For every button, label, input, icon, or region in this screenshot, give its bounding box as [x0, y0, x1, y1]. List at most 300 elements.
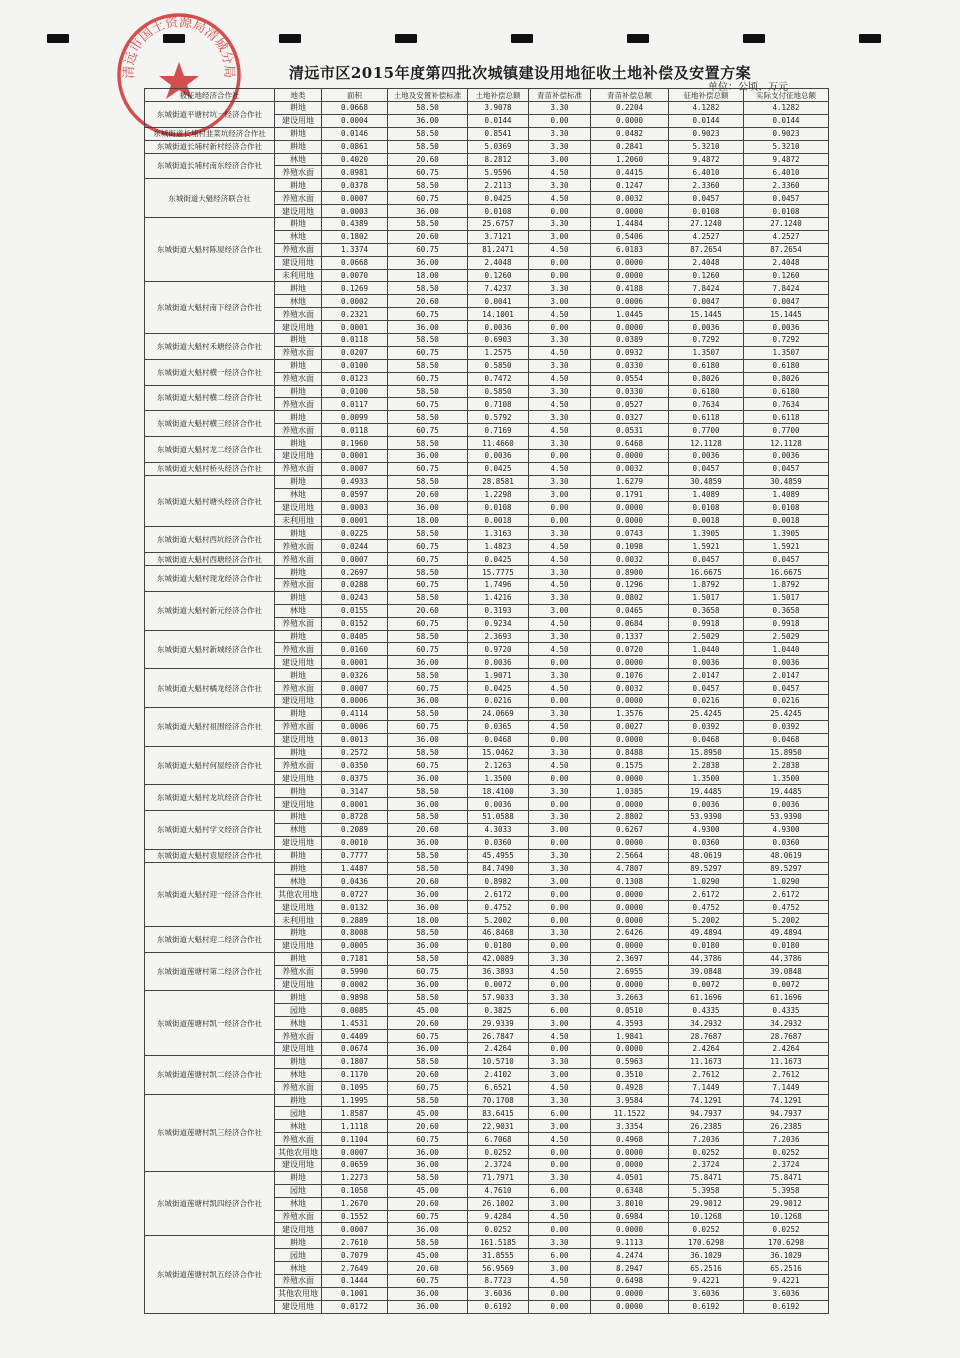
value-cell: 9.4872 — [669, 153, 744, 166]
header-cell: 青苗补偿总额 — [591, 89, 669, 102]
value-cell: 4.50 — [529, 759, 591, 772]
value-cell: 4.2527 — [669, 230, 744, 243]
value-cell: 20.60 — [388, 153, 468, 166]
value-cell: 12.1128 — [744, 437, 829, 450]
land-type-cell: 建设用地 — [275, 772, 322, 785]
value-cell: 10.1268 — [669, 1210, 744, 1223]
value-cell: 8.7723 — [468, 1275, 529, 1288]
cooperative-name-cell: 东城街道大魁村禾塘经济合作社 — [145, 334, 275, 360]
land-type-cell: 耕地 — [275, 127, 322, 140]
value-cell: 60.75 — [388, 243, 468, 256]
value-cell: 58.50 — [388, 218, 468, 231]
value-cell: 3.00 — [529, 230, 591, 243]
value-cell: 75.8471 — [744, 1171, 829, 1184]
land-type-cell: 养殖水面 — [275, 617, 322, 630]
land-type-cell: 林地 — [275, 1120, 322, 1133]
value-cell: 0.0468 — [468, 733, 529, 746]
value-cell: 0.0036 — [468, 321, 529, 334]
value-cell: 2.7612 — [669, 1068, 744, 1081]
value-cell: 1.0290 — [669, 875, 744, 888]
land-type-cell: 养殖水面 — [275, 1210, 322, 1223]
value-cell: 0.9918 — [669, 617, 744, 630]
value-cell: 3.00 — [529, 823, 591, 836]
value-cell: 0.0000 — [591, 114, 669, 127]
value-cell: 0.3825 — [468, 1004, 529, 1017]
land-type-cell: 未利用地 — [275, 914, 322, 927]
value-cell: 0.9023 — [669, 127, 744, 140]
land-type-cell: 耕地 — [275, 927, 322, 940]
cooperative-name-cell: 东城街道大魁村横二经济合作社 — [145, 385, 275, 411]
cooperative-name-cell: 东城街道大魁村迎一经济合作社 — [145, 862, 275, 926]
value-cell: 58.50 — [388, 1171, 468, 1184]
land-type-cell: 耕地 — [275, 746, 322, 759]
value-cell: 58.50 — [388, 1236, 468, 1249]
value-cell: 2.3697 — [591, 952, 669, 965]
value-cell: 60.75 — [388, 720, 468, 733]
value-cell: 0.8026 — [744, 372, 829, 385]
land-type-cell: 养殖水面 — [275, 720, 322, 733]
header-cell: 面积 — [322, 89, 388, 102]
land-type-cell: 建设用地 — [275, 256, 322, 269]
land-type-cell: 园地 — [275, 1004, 322, 1017]
value-cell: 0.0000 — [591, 205, 669, 218]
value-cell: 0.0668 — [322, 256, 388, 269]
value-cell: 5.9596 — [468, 166, 529, 179]
value-cell: 0.1552 — [322, 1210, 388, 1223]
value-cell: 7.8424 — [744, 282, 829, 295]
value-cell: 2.3724 — [744, 1159, 829, 1172]
value-cell: 36.00 — [388, 798, 468, 811]
value-cell: 27.1240 — [669, 218, 744, 231]
value-cell: 70.1708 — [468, 1094, 529, 1107]
value-cell: 1.2670 — [322, 1197, 388, 1210]
value-cell: 3.30 — [529, 591, 591, 604]
value-cell: 0.0252 — [468, 1223, 529, 1236]
value-cell: 3.30 — [529, 746, 591, 759]
value-cell: 4.50 — [529, 578, 591, 591]
land-type-cell: 建设用地 — [275, 450, 322, 463]
value-cell: 0.0108 — [744, 205, 829, 218]
value-cell: 0.4415 — [591, 166, 669, 179]
value-cell: 5.3958 — [669, 1184, 744, 1197]
value-cell: 0.5990 — [322, 965, 388, 978]
land-type-cell: 园地 — [275, 1107, 322, 1120]
value-cell: 0.1260 — [669, 269, 744, 282]
table-row — [145, 862, 829, 875]
value-cell: 0.4752 — [669, 901, 744, 914]
punch-hole — [511, 34, 533, 43]
value-cell: 15.7775 — [468, 566, 529, 579]
value-cell: 28.7687 — [744, 1030, 829, 1043]
value-cell: 36.00 — [388, 656, 468, 669]
table-row — [145, 218, 829, 231]
value-cell: 5.2002 — [744, 914, 829, 927]
value-cell: 0.0036 — [744, 450, 829, 463]
value-cell: 36.00 — [388, 1043, 468, 1056]
value-cell: 0.0108 — [744, 501, 829, 514]
value-cell: 4.50 — [529, 1133, 591, 1146]
value-cell: 36.00 — [388, 205, 468, 218]
value-cell: 0.0036 — [468, 798, 529, 811]
value-cell: 0.00 — [529, 656, 591, 669]
value-cell: 1.3500 — [744, 772, 829, 785]
value-cell: 36.00 — [388, 694, 468, 707]
value-cell: 0.0004 — [322, 114, 388, 127]
value-cell: 2.7610 — [322, 1236, 388, 1249]
land-type-cell: 养殖水面 — [275, 1133, 322, 1146]
table-row — [145, 566, 829, 579]
table-row — [145, 411, 829, 424]
value-cell: 60.75 — [388, 759, 468, 772]
value-cell: 36.00 — [388, 1146, 468, 1159]
value-cell: 0.0072 — [468, 978, 529, 991]
value-cell: 2.0147 — [669, 669, 744, 682]
table-row — [145, 527, 829, 540]
value-cell: 0.9918 — [744, 617, 829, 630]
value-cell: 48.0619 — [669, 849, 744, 862]
value-cell: 0.0743 — [591, 527, 669, 540]
land-type-cell: 建设用地 — [275, 205, 322, 218]
value-cell: 60.75 — [388, 398, 468, 411]
value-cell: 0.0003 — [322, 501, 388, 514]
value-cell: 0.0684 — [591, 617, 669, 630]
value-cell: 3.9078 — [468, 102, 529, 115]
value-cell: 1.8792 — [744, 578, 829, 591]
value-cell: 0.0350 — [322, 759, 388, 772]
value-cell: 0.5406 — [591, 230, 669, 243]
table-row — [145, 1236, 829, 1249]
table-header-row — [145, 89, 829, 102]
value-cell: 0.4335 — [669, 1004, 744, 1017]
value-cell: 0.0006 — [322, 720, 388, 733]
land-type-cell: 耕地 — [275, 1171, 322, 1184]
value-cell: 1.3576 — [591, 707, 669, 720]
value-cell: 60.75 — [388, 540, 468, 553]
value-cell: 60.75 — [388, 965, 468, 978]
value-cell: 0.0032 — [591, 553, 669, 566]
value-cell: 74.1291 — [669, 1094, 744, 1107]
cooperative-name-cell: 东城街道大魁村桥头经济合作社 — [145, 462, 275, 475]
value-cell: 3.00 — [529, 604, 591, 617]
value-cell: 0.0252 — [669, 1146, 744, 1159]
land-type-cell: 耕地 — [275, 810, 322, 823]
value-cell: 0.0108 — [669, 501, 744, 514]
value-cell: 170.6298 — [669, 1236, 744, 1249]
value-cell: 0.0006 — [322, 694, 388, 707]
value-cell: 2.3360 — [744, 179, 829, 192]
value-cell: 0.6192 — [744, 1300, 829, 1313]
value-cell: 58.50 — [388, 566, 468, 579]
cooperative-name-cell: 东城街道大魁村龙二经济合作社 — [145, 437, 275, 463]
value-cell: 3.6036 — [744, 1287, 829, 1300]
value-cell: 26.2385 — [669, 1120, 744, 1133]
value-cell: 0.0457 — [669, 192, 744, 205]
value-cell: 0.0000 — [591, 1043, 669, 1056]
value-cell: 10.5710 — [468, 1055, 529, 1068]
value-cell: 1.1118 — [322, 1120, 388, 1133]
value-cell: 0.00 — [529, 256, 591, 269]
value-cell: 0.0007 — [322, 192, 388, 205]
table-body — [145, 102, 829, 1314]
value-cell: 0.8541 — [468, 127, 529, 140]
value-cell: 0.1170 — [322, 1068, 388, 1081]
value-cell: 0.00 — [529, 978, 591, 991]
value-cell: 4.0501 — [591, 1171, 669, 1184]
value-cell: 2.6172 — [744, 888, 829, 901]
value-cell: 0.0032 — [591, 462, 669, 475]
value-cell: 60.75 — [388, 682, 468, 695]
value-cell: 2.3693 — [468, 630, 529, 643]
table-row — [145, 669, 829, 682]
value-cell: 0.8008 — [322, 927, 388, 940]
value-cell: 0.0001 — [322, 450, 388, 463]
land-type-cell: 林地 — [275, 875, 322, 888]
value-cell: 0.0003 — [322, 205, 388, 218]
value-cell: 0.0118 — [322, 424, 388, 437]
value-cell: 0.0007 — [322, 462, 388, 475]
value-cell: 3.2663 — [591, 991, 669, 1004]
value-cell: 29.9339 — [468, 1017, 529, 1030]
value-cell: 0.00 — [529, 1287, 591, 1300]
value-cell: 1.4531 — [322, 1017, 388, 1030]
value-cell: 4.50 — [529, 308, 591, 321]
value-cell: 20.60 — [388, 1068, 468, 1081]
value-cell: 0.0118 — [322, 334, 388, 347]
value-cell: 6.4010 — [744, 166, 829, 179]
value-cell: 60.75 — [388, 1030, 468, 1043]
value-cell: 25.4245 — [669, 707, 744, 720]
value-cell: 0.00 — [529, 798, 591, 811]
land-type-cell: 林地 — [275, 153, 322, 166]
land-type-cell: 养殖水面 — [275, 462, 322, 475]
value-cell: 0.1308 — [591, 875, 669, 888]
land-type-cell: 养殖水面 — [275, 682, 322, 695]
value-cell: 10.1268 — [744, 1210, 829, 1223]
value-cell: 3.30 — [529, 282, 591, 295]
value-cell: 49.4894 — [669, 927, 744, 940]
value-cell: 0.0000 — [591, 321, 669, 334]
value-cell: 3.30 — [529, 127, 591, 140]
table-row — [145, 475, 829, 488]
value-cell: 170.6298 — [744, 1236, 829, 1249]
value-cell: 4.50 — [529, 540, 591, 553]
cooperative-name-cell: 东城街道大魁村新城经济合作社 — [145, 630, 275, 669]
value-cell: 36.00 — [388, 733, 468, 746]
value-cell: 0.00 — [529, 321, 591, 334]
value-cell: 1.0445 — [591, 308, 669, 321]
land-type-cell: 耕地 — [275, 785, 322, 798]
value-cell: 0.6192 — [669, 1300, 744, 1313]
value-cell: 0.1444 — [322, 1275, 388, 1288]
header-cell: 被征地经济合作社 — [145, 89, 275, 102]
value-cell: 2.3724 — [669, 1159, 744, 1172]
value-cell: 3.9584 — [591, 1094, 669, 1107]
value-cell: 0.0180 — [669, 939, 744, 952]
value-cell: 3.8010 — [591, 1197, 669, 1210]
value-cell: 2.4264 — [744, 1043, 829, 1056]
value-cell: 0.00 — [529, 501, 591, 514]
value-cell: 5.3210 — [669, 140, 744, 153]
value-cell: 3.30 — [529, 359, 591, 372]
value-cell: 0.1337 — [591, 630, 669, 643]
value-cell: 0.0100 — [322, 385, 388, 398]
value-cell: 0.0244 — [322, 540, 388, 553]
value-cell: 0.1575 — [591, 759, 669, 772]
value-cell: 19.4485 — [744, 785, 829, 798]
value-cell: 0.0000 — [591, 888, 669, 901]
value-cell: 60.75 — [388, 617, 468, 630]
land-type-cell: 耕地 — [275, 179, 322, 192]
value-cell: 0.7108 — [468, 398, 529, 411]
value-cell: 0.6267 — [591, 823, 669, 836]
land-type-cell: 其他农用地 — [275, 888, 322, 901]
value-cell: 0.0000 — [591, 978, 669, 991]
cooperative-name-cell: 东城街道大魁村现龙经济合作社 — [145, 566, 275, 592]
value-cell: 4.50 — [529, 346, 591, 359]
value-cell: 0.00 — [529, 1300, 591, 1313]
value-cell: 0.2321 — [322, 308, 388, 321]
value-cell: 65.2516 — [669, 1262, 744, 1275]
value-cell: 58.50 — [388, 591, 468, 604]
value-cell: 0.0018 — [744, 514, 829, 527]
land-type-cell: 建设用地 — [275, 694, 322, 707]
value-cell: 0.0010 — [322, 836, 388, 849]
value-cell: 0.1807 — [322, 1055, 388, 1068]
value-cell: 16.6675 — [744, 566, 829, 579]
value-cell: 4.50 — [529, 1210, 591, 1223]
table-row — [145, 810, 829, 823]
value-cell: 44.3786 — [744, 952, 829, 965]
value-cell: 56.9569 — [468, 1262, 529, 1275]
value-cell: 58.50 — [388, 630, 468, 643]
value-cell: 87.2654 — [744, 243, 829, 256]
value-cell: 0.7634 — [744, 398, 829, 411]
value-cell: 0.0000 — [591, 450, 669, 463]
value-cell: 58.50 — [388, 385, 468, 398]
value-cell: 74.1291 — [744, 1094, 829, 1107]
value-cell: 60.75 — [388, 166, 468, 179]
value-cell: 0.0100 — [322, 359, 388, 372]
value-cell: 0.4928 — [591, 1081, 669, 1094]
land-type-cell: 养殖水面 — [275, 578, 322, 591]
value-cell: 4.1282 — [744, 102, 829, 115]
cooperative-name-cell: 东城街道大魁村何屋经济合作社 — [145, 746, 275, 785]
value-cell: 0.0047 — [669, 295, 744, 308]
land-type-cell: 养殖水面 — [275, 965, 322, 978]
value-cell: 0.0360 — [669, 836, 744, 849]
value-cell: 0.1104 — [322, 1133, 388, 1146]
table-row — [145, 1094, 829, 1107]
value-cell: 9.4872 — [744, 153, 829, 166]
value-cell: 0.0036 — [744, 798, 829, 811]
value-cell: 3.30 — [529, 179, 591, 192]
value-cell: 0.3147 — [322, 785, 388, 798]
value-cell: 0.00 — [529, 694, 591, 707]
value-cell: 60.75 — [388, 308, 468, 321]
land-type-cell: 耕地 — [275, 849, 322, 862]
value-cell: 1.4089 — [669, 488, 744, 501]
value-cell: 60.75 — [388, 372, 468, 385]
value-cell: 60.75 — [388, 346, 468, 359]
value-cell: 1.4089 — [744, 488, 829, 501]
value-cell: 0.0002 — [322, 978, 388, 991]
value-cell: 3.00 — [529, 1017, 591, 1030]
value-cell: 0.0000 — [591, 1287, 669, 1300]
value-cell: 15.1445 — [744, 308, 829, 321]
value-cell: 0.00 — [529, 772, 591, 785]
value-cell: 60.75 — [388, 462, 468, 475]
value-cell: 2.4048 — [468, 256, 529, 269]
value-cell: 58.50 — [388, 810, 468, 823]
value-cell: 58.50 — [388, 437, 468, 450]
value-cell: 0.0007 — [322, 1146, 388, 1159]
value-cell: 6.00 — [529, 1107, 591, 1120]
value-cell: 39.0848 — [744, 965, 829, 978]
value-cell: 4.50 — [529, 1081, 591, 1094]
value-cell: 0.0465 — [591, 604, 669, 617]
value-cell: 5.3958 — [744, 1184, 829, 1197]
value-cell: 0.0288 — [322, 578, 388, 591]
land-type-cell: 建设用地 — [275, 798, 322, 811]
value-cell: 0.0668 — [322, 102, 388, 115]
value-cell: 0.0041 — [468, 295, 529, 308]
value-cell: 4.2527 — [744, 230, 829, 243]
value-cell: 58.50 — [388, 707, 468, 720]
value-cell: 6.4010 — [669, 166, 744, 179]
value-cell: 18.00 — [388, 514, 468, 527]
value-cell: 0.0482 — [591, 127, 669, 140]
value-cell: 3.30 — [529, 218, 591, 231]
land-type-cell: 耕地 — [275, 385, 322, 398]
value-cell: 0.0000 — [591, 836, 669, 849]
value-cell: 0.1001 — [322, 1287, 388, 1300]
table-row — [145, 334, 829, 347]
value-cell: 11.1522 — [591, 1107, 669, 1120]
table-row — [145, 952, 829, 965]
value-cell: 0.7292 — [669, 334, 744, 347]
value-cell: 58.50 — [388, 785, 468, 798]
value-cell: 0.0554 — [591, 372, 669, 385]
value-cell: 0.0036 — [669, 450, 744, 463]
value-cell: 3.3354 — [591, 1120, 669, 1133]
value-cell: 58.50 — [388, 991, 468, 1004]
value-cell: 6.00 — [529, 1184, 591, 1197]
value-cell: 0.1247 — [591, 179, 669, 192]
land-type-cell: 养殖水面 — [275, 759, 322, 772]
value-cell: 4.50 — [529, 720, 591, 733]
value-cell: 29.9012 — [669, 1197, 744, 1210]
value-cell: 36.3893 — [468, 965, 529, 978]
value-cell: 0.0981 — [322, 166, 388, 179]
value-cell: 0.4409 — [322, 1030, 388, 1043]
value-cell: 0.0155 — [322, 604, 388, 617]
table-row — [145, 1171, 829, 1184]
table-row — [145, 591, 829, 604]
value-cell: 2.2113 — [468, 179, 529, 192]
value-cell: 0.0032 — [591, 192, 669, 205]
cooperative-name-cell: 东城街道大魁村南下经济合作社 — [145, 282, 275, 334]
value-cell: 3.30 — [529, 334, 591, 347]
unit-label: 单位：公顷、万元 — [708, 82, 788, 93]
table-row — [145, 437, 829, 450]
value-cell: 0.0007 — [322, 1223, 388, 1236]
value-cell: 0.1269 — [322, 282, 388, 295]
land-type-cell: 耕地 — [275, 1094, 322, 1107]
document-title: 清远市区2015年度第四批次城镇建设用地征收土地补偿及安置方案 — [288, 64, 752, 82]
value-cell: 1.4484 — [591, 218, 669, 231]
header-cell: 土地补偿总额 — [468, 89, 529, 102]
value-cell: 0.0001 — [322, 514, 388, 527]
